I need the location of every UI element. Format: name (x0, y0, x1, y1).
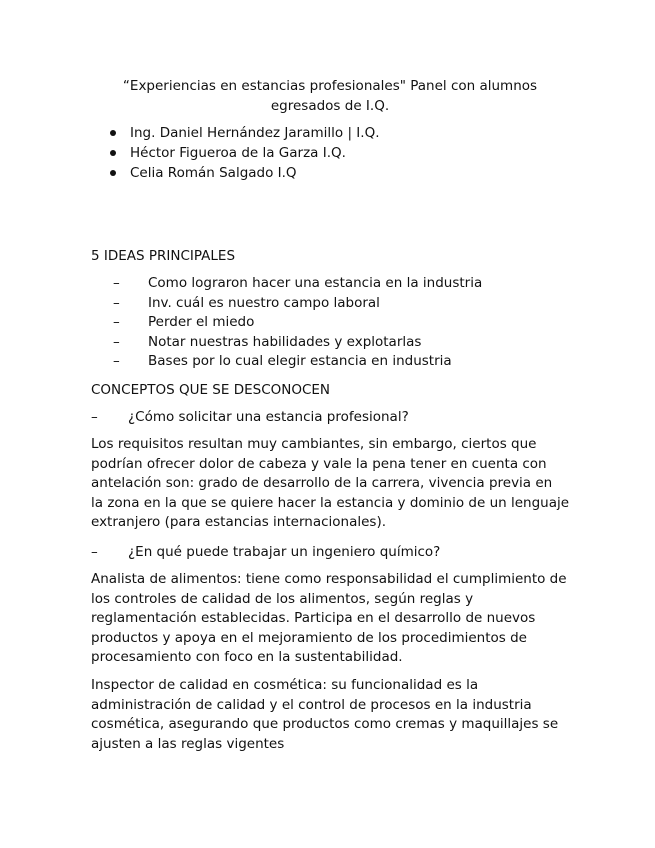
title-line-1: “Experiencias en estancias profesionales" Panel con alumnos (122, 78, 538, 94)
dash-marker: – (113, 275, 120, 291)
idea-item (91, 313, 482, 333)
dash-marker: – (113, 353, 120, 370)
paragraph-line: Analista de alimentos: tiene como responsabilidad el cumplimiento de (91, 571, 567, 587)
idea-item (91, 352, 482, 372)
idea-text: Bases por lo cual elegir estancia en industria (148, 353, 452, 370)
ideas-list (91, 274, 482, 372)
panelist-list (108, 123, 379, 183)
panelist-item: Celia Román Salgado I.Q (108, 163, 379, 183)
paragraph-line: antelación son: grado de desarrollo de la carrera, vivencia previa en (91, 475, 553, 492)
answer-paragraph-3 (91, 676, 571, 754)
title-line-2: egresados de I.Q. (270, 98, 390, 114)
ideas-heading: 5 IDEAS PRINCIPALES (91, 248, 236, 264)
paragraph-line: reglamentación establecidas. Participa en el desarrollo de nuevos (91, 610, 536, 627)
dash-marker: – (113, 294, 120, 311)
idea-text: Perder el miedo (148, 314, 255, 331)
paragraph-line: procesamiento con foco en la sustentabilidad. (91, 649, 403, 666)
concepts-heading: CONCEPTOS QUE SE DESCONOCEN (91, 382, 331, 398)
idea-item (91, 294, 482, 314)
dash-marker: – (113, 314, 120, 331)
dash-marker: – (91, 544, 98, 560)
question-text: ¿En qué puede trabajar un ingeniero químico? (128, 544, 441, 560)
panelist-item: Ing. Daniel Hernández Jaramillo | I.Q. (108, 123, 379, 143)
idea-text: Como lograron hacer una estancia en la industria (148, 275, 483, 291)
idea-item (91, 274, 482, 294)
paragraph-line: productos y apoya en el mejoramiento de los procedimientos de (91, 629, 527, 646)
answer-paragraph-2 (91, 570, 571, 668)
paragraph-line: ajusten a las reglas vigentes (91, 735, 285, 752)
paragraph-line: podrían ofrecer dolor de cabeza y vale la pena tener en cuenta con (91, 455, 547, 472)
paragraph-line: Inspector de calidad en cosmética: su funcionalidad es la (91, 677, 479, 693)
paragraph-line: extranjero (para estancias internacionales). (91, 514, 387, 531)
document-title (100, 76, 560, 116)
idea-text: Inv. cuál es nuestro campo laboral (148, 294, 380, 311)
paragraph-line: cosmética, asegurando que productos como cremas y maquillajes se (91, 716, 559, 733)
idea-text: Notar nuestras habilidades y explotarlas (148, 333, 422, 350)
paragraph-line: los controles de calidad de los alimentos, según reglas y (91, 590, 474, 607)
paragraph-line: Los requisitos resultan muy cambiantes, sin embargo, ciertos que (91, 436, 537, 452)
panelist-item: Héctor Figueroa de la Garza I.Q. (108, 143, 379, 163)
question-text: ¿Cómo solicitar una estancia profesional? (128, 409, 409, 425)
paragraph-line: administración de calidad y el control de procesos en la industria (91, 696, 532, 713)
answer-paragraph-1 (91, 435, 571, 533)
dash-marker: – (113, 333, 120, 350)
paragraph-line: la zona en la que se quiere hacer la estancia y dominio de un lenguaje (91, 494, 570, 511)
dash-marker: – (91, 409, 98, 425)
idea-item (91, 333, 482, 353)
